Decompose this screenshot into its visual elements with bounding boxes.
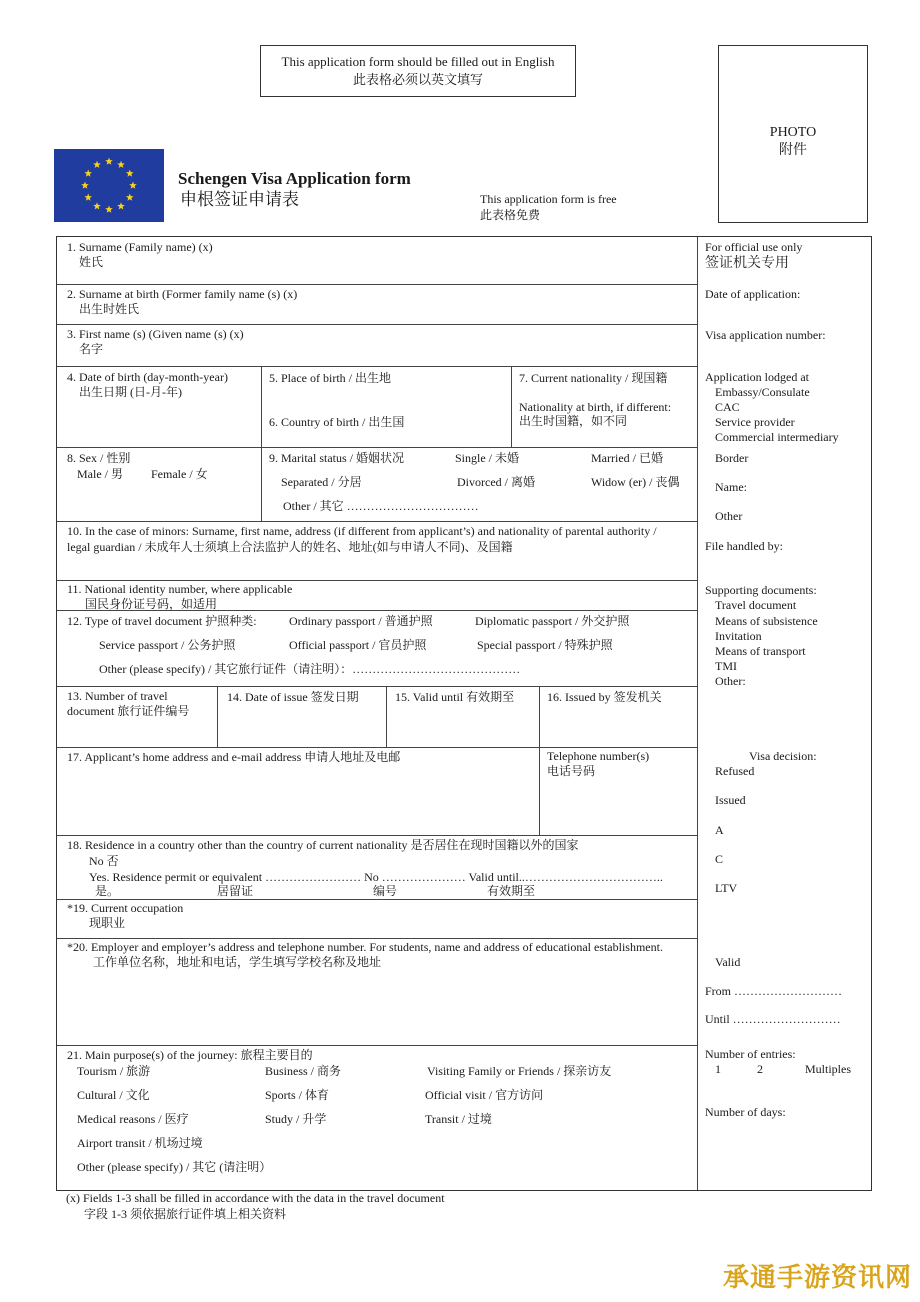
field-15-label: 15. Valid until 有效期至 <box>395 690 515 704</box>
row-divider <box>57 284 697 285</box>
official-transport: Means of transport <box>715 644 806 658</box>
free-notice-zh: 此表格免费 <box>480 207 541 222</box>
field-1-label: 1. Surname (Family name) (x) <box>67 240 213 254</box>
field-7-nationality-birth-zh: 出生时国籍，如不同 <box>519 414 628 428</box>
official-lodged-at: Application lodged at <box>705 370 809 384</box>
official-commercial: Commercial intermediary <box>715 430 839 444</box>
purpose-study-option[interactable]: Study / 升学 <box>265 1112 327 1126</box>
form-title-en: Schengen Visa Application form <box>178 169 411 188</box>
doc-official-option[interactable]: Official passport / 官员护照 <box>289 638 427 652</box>
purpose-sports-option[interactable]: Sports / 体育 <box>265 1088 330 1102</box>
official-file-handled: File handled by: <box>705 539 783 553</box>
eu-flag-logo <box>54 149 164 222</box>
cell-divider <box>386 686 387 747</box>
field-3-label-zh: 名字 <box>79 342 104 356</box>
watermark: 承通手游资讯网 <box>722 1262 912 1293</box>
field-11-label-zh: 国民身份证号码，如适用 <box>85 597 218 611</box>
field-20-label: *20. Employer and employer’s address and telephone number. For students, name and address of educational establishment. <box>67 940 663 954</box>
application-form <box>56 236 872 1191</box>
official-other: Other <box>715 509 743 523</box>
official-entries-2: 2 <box>757 1062 763 1076</box>
row-divider <box>57 521 697 522</box>
purpose-tourism-option[interactable]: Tourism / 旅游 <box>77 1064 151 1078</box>
field-17-label: 17. Applicant’s home address and e-mail address 申请人地址及电邮 <box>67 750 401 764</box>
row-divider <box>57 1045 697 1046</box>
flag-star <box>117 161 125 168</box>
field-1-label-zh: 姓氏 <box>79 255 104 269</box>
official-cac: CAC <box>715 400 740 414</box>
flag-star <box>126 170 134 177</box>
row-divider <box>57 747 697 748</box>
form-title-zh: 申根签证申请表 <box>180 190 299 209</box>
cell-divider <box>217 686 218 747</box>
official-valid: Valid <box>715 955 741 969</box>
purpose-visiting-option[interactable]: Visiting Family or Friends / 探亲访友 <box>427 1064 612 1078</box>
official-subsistence: Means of subsistence <box>715 614 818 628</box>
field-13-label-zh: document 旅行证件编号 <box>67 704 190 718</box>
flag-star <box>84 194 92 201</box>
official-type-ltv: LTV <box>715 881 738 895</box>
flag-star <box>93 161 101 168</box>
official-entries-1: 1 <box>715 1062 721 1076</box>
cell-divider <box>261 366 262 521</box>
photo-label-zh: 附件 <box>779 143 807 159</box>
official-title-zh: 签证机关专用 <box>705 256 789 271</box>
free-notice-en: This application form is free <box>480 192 617 206</box>
photo-box <box>718 45 868 223</box>
official-border: Border <box>715 451 749 465</box>
field-20-label-zh: 工作单位名称，地址和电话，学生填写学校名称及地址 <box>93 955 382 969</box>
english-notice-box <box>260 45 576 97</box>
photo-label-en: PHOTO <box>769 125 817 140</box>
eu-stars-icon <box>54 149 164 222</box>
official-title: For official use only <box>705 240 803 254</box>
official-supporting-docs: Supporting documents: <box>705 583 817 597</box>
residence-number-zh: 编号 <box>373 884 398 898</box>
free-notice <box>480 192 617 223</box>
marital-separated-option[interactable]: Separated / 分居 <box>281 475 362 489</box>
official-embassy: Embassy/Consulate <box>715 385 810 399</box>
purpose-airport-option[interactable]: Airport transit / 机场过境 <box>77 1136 203 1150</box>
doc-other-option[interactable]: Other (please specify) / 其它旅行证件（请注明）：…………………………………… <box>99 662 521 676</box>
field-14-label: 14. Date of issue 签发日期 <box>227 690 359 704</box>
official-type-a: A <box>715 823 724 837</box>
sex-female-option[interactable]: Female / 女 <box>151 467 208 481</box>
cell-divider <box>511 366 512 447</box>
official-date-application: Date of application: <box>705 287 801 301</box>
residence-yes-option[interactable]: Yes. Residence permit or equivalent …………………… No ………………… Valid until..…………………………….. <box>89 870 663 884</box>
official-number-days: Number of days: <box>705 1105 786 1119</box>
row-divider <box>57 324 697 325</box>
marital-other-option[interactable]: Other / 其它 …………………………… <box>283 499 479 513</box>
official-entries-multiples: Multiples <box>805 1062 852 1076</box>
official-travel-document: Travel document <box>715 598 797 612</box>
marital-married-option[interactable]: Married / 已婚 <box>591 451 663 465</box>
row-divider <box>57 686 697 687</box>
row-divider <box>57 447 697 448</box>
flag-star <box>117 202 125 209</box>
cell-divider <box>539 686 540 835</box>
field-2-label-zh: 出生时姓氏 <box>79 302 140 316</box>
field-18-label: 18. Residence in a country other than the country of current nationality 是否居住在现时国籍以外的国家 <box>67 838 579 852</box>
flag-star <box>126 194 134 201</box>
field-8-label: 8. Sex / 性别 <box>67 451 131 465</box>
residence-no-option[interactable]: No 否 <box>89 854 119 868</box>
footer-note: (x) Fields 1-3 shall be filled in accordance with the data in the travel document <box>66 1191 445 1205</box>
field-11-label: 11. National identity number, where applicable <box>67 582 293 596</box>
field-2-label: 2. Surname at birth (Former family name (s) (x) <box>67 287 298 301</box>
official-valid-until: Until ……………………… <box>705 1012 841 1026</box>
field-17-telephone-label: Telephone number(s) <box>547 749 650 763</box>
row-divider <box>57 580 697 581</box>
official-invitation: Invitation <box>715 629 762 643</box>
official-tmi: TMI <box>715 659 737 673</box>
row-divider <box>57 366 697 367</box>
flag-star <box>105 158 113 165</box>
field-17-telephone-label-zh: 电话号码 <box>547 764 596 778</box>
official-service-provider: Service provider <box>715 415 795 429</box>
marital-divorced-option[interactable]: Divorced / 离婚 <box>457 475 535 489</box>
flag-star <box>93 202 101 209</box>
field-7-nationality-birth: Nationality at birth, if different: <box>519 400 672 414</box>
field-16-label: 16. Issued by 签发机关 <box>547 690 662 704</box>
flag-star <box>84 170 92 177</box>
marital-single-option[interactable]: Single / 未婚 <box>455 451 520 465</box>
official-name: Name: <box>715 480 747 494</box>
field-9-label: 9. Marital status / 婚姻状况 <box>269 451 404 465</box>
official-issued: Issued <box>715 793 746 807</box>
doc-ordinary-option[interactable]: Ordinary passport / 普通护照 <box>289 614 433 628</box>
official-other-docs: Other: <box>715 674 746 688</box>
field-21-label: 21. Main purpose(s) of the journey: 旅程主要目的 <box>67 1048 313 1062</box>
purpose-business-option[interactable]: Business / 商务 <box>265 1064 342 1078</box>
official-column-divider <box>697 237 698 1190</box>
row-divider <box>57 938 697 939</box>
field-3-label: 3. First name (s) (Given name (s) (x) <box>67 327 244 341</box>
field-4-label: 4. Date of birth (day-month-year) <box>67 370 228 384</box>
purpose-cultural-option[interactable]: Cultural / 文化 <box>77 1088 150 1102</box>
doc-special-option[interactable]: Special passport / 特殊护照 <box>477 638 613 652</box>
field-6-label: 6. Country of birth / 出生国 <box>269 415 405 429</box>
flag-star <box>81 182 89 189</box>
purpose-medical-option[interactable]: Medical reasons / 医疗 <box>77 1112 189 1126</box>
official-number-entries: Number of entries: <box>705 1047 796 1061</box>
flag-star <box>105 206 113 213</box>
purpose-transit-option[interactable]: Transit / 过境 <box>425 1112 492 1126</box>
marital-widow-option[interactable]: Widow (er) / 丧偶 <box>591 475 680 489</box>
field-4-label-zh: 出生日期 (日-月-年) <box>79 385 182 399</box>
doc-service-option[interactable]: Service passport / 公务护照 <box>99 638 236 652</box>
row-divider <box>57 835 697 836</box>
official-valid-from: From ……………………… <box>705 984 843 998</box>
purpose-other-option[interactable]: Other (please specify) / 其它 (请注明） <box>77 1160 272 1174</box>
field-7-label: 7. Current nationality / 现国籍 <box>519 371 668 385</box>
official-visa-decision: Visa decision: <box>749 749 817 763</box>
official-type-c: C <box>715 852 724 866</box>
field-10-label: 10. In the case of minors: Surname, first name, address (if different from applicant’s) and nationality of parental authority / <box>67 524 657 538</box>
notice-english: This application form should be filled out in English <box>281 54 555 69</box>
field-12-label: 12. Type of travel document 护照种类: <box>67 614 257 628</box>
residence-valid-zh: 有效期至 <box>487 884 536 898</box>
field-13-label: 13. Number of travel <box>67 689 168 703</box>
official-refused: Refused <box>715 764 755 778</box>
residence-permit-zh: 居留证 <box>217 884 254 898</box>
field-10-label-line2: legal guardian / 未成年人士须填上合法监护人的姓名、地址(如与申请人不同)、及国籍 <box>67 540 513 554</box>
notice-chinese: 此表格必须以英文填写 <box>352 71 483 87</box>
field-5-label: 5. Place of birth / 出生地 <box>269 371 391 385</box>
field-19-label: *19. Current occupation <box>67 901 184 915</box>
official-application-number: Visa application number: <box>705 328 826 342</box>
doc-diplomatic-option[interactable]: Diplomatic passport / 外交护照 <box>475 614 630 628</box>
flag-star <box>129 182 137 189</box>
row-divider <box>57 899 697 900</box>
sex-male-option[interactable]: Male / 男 <box>77 467 123 481</box>
footer-note-zh: 字段 1-3 须依据旅行证件填上相关资料 <box>84 1207 286 1221</box>
purpose-official-option[interactable]: Official visit / 官方访问 <box>425 1088 544 1102</box>
residence-yes-zh: 是。 <box>95 884 120 898</box>
field-19-label-zh: 现职业 <box>89 916 126 930</box>
